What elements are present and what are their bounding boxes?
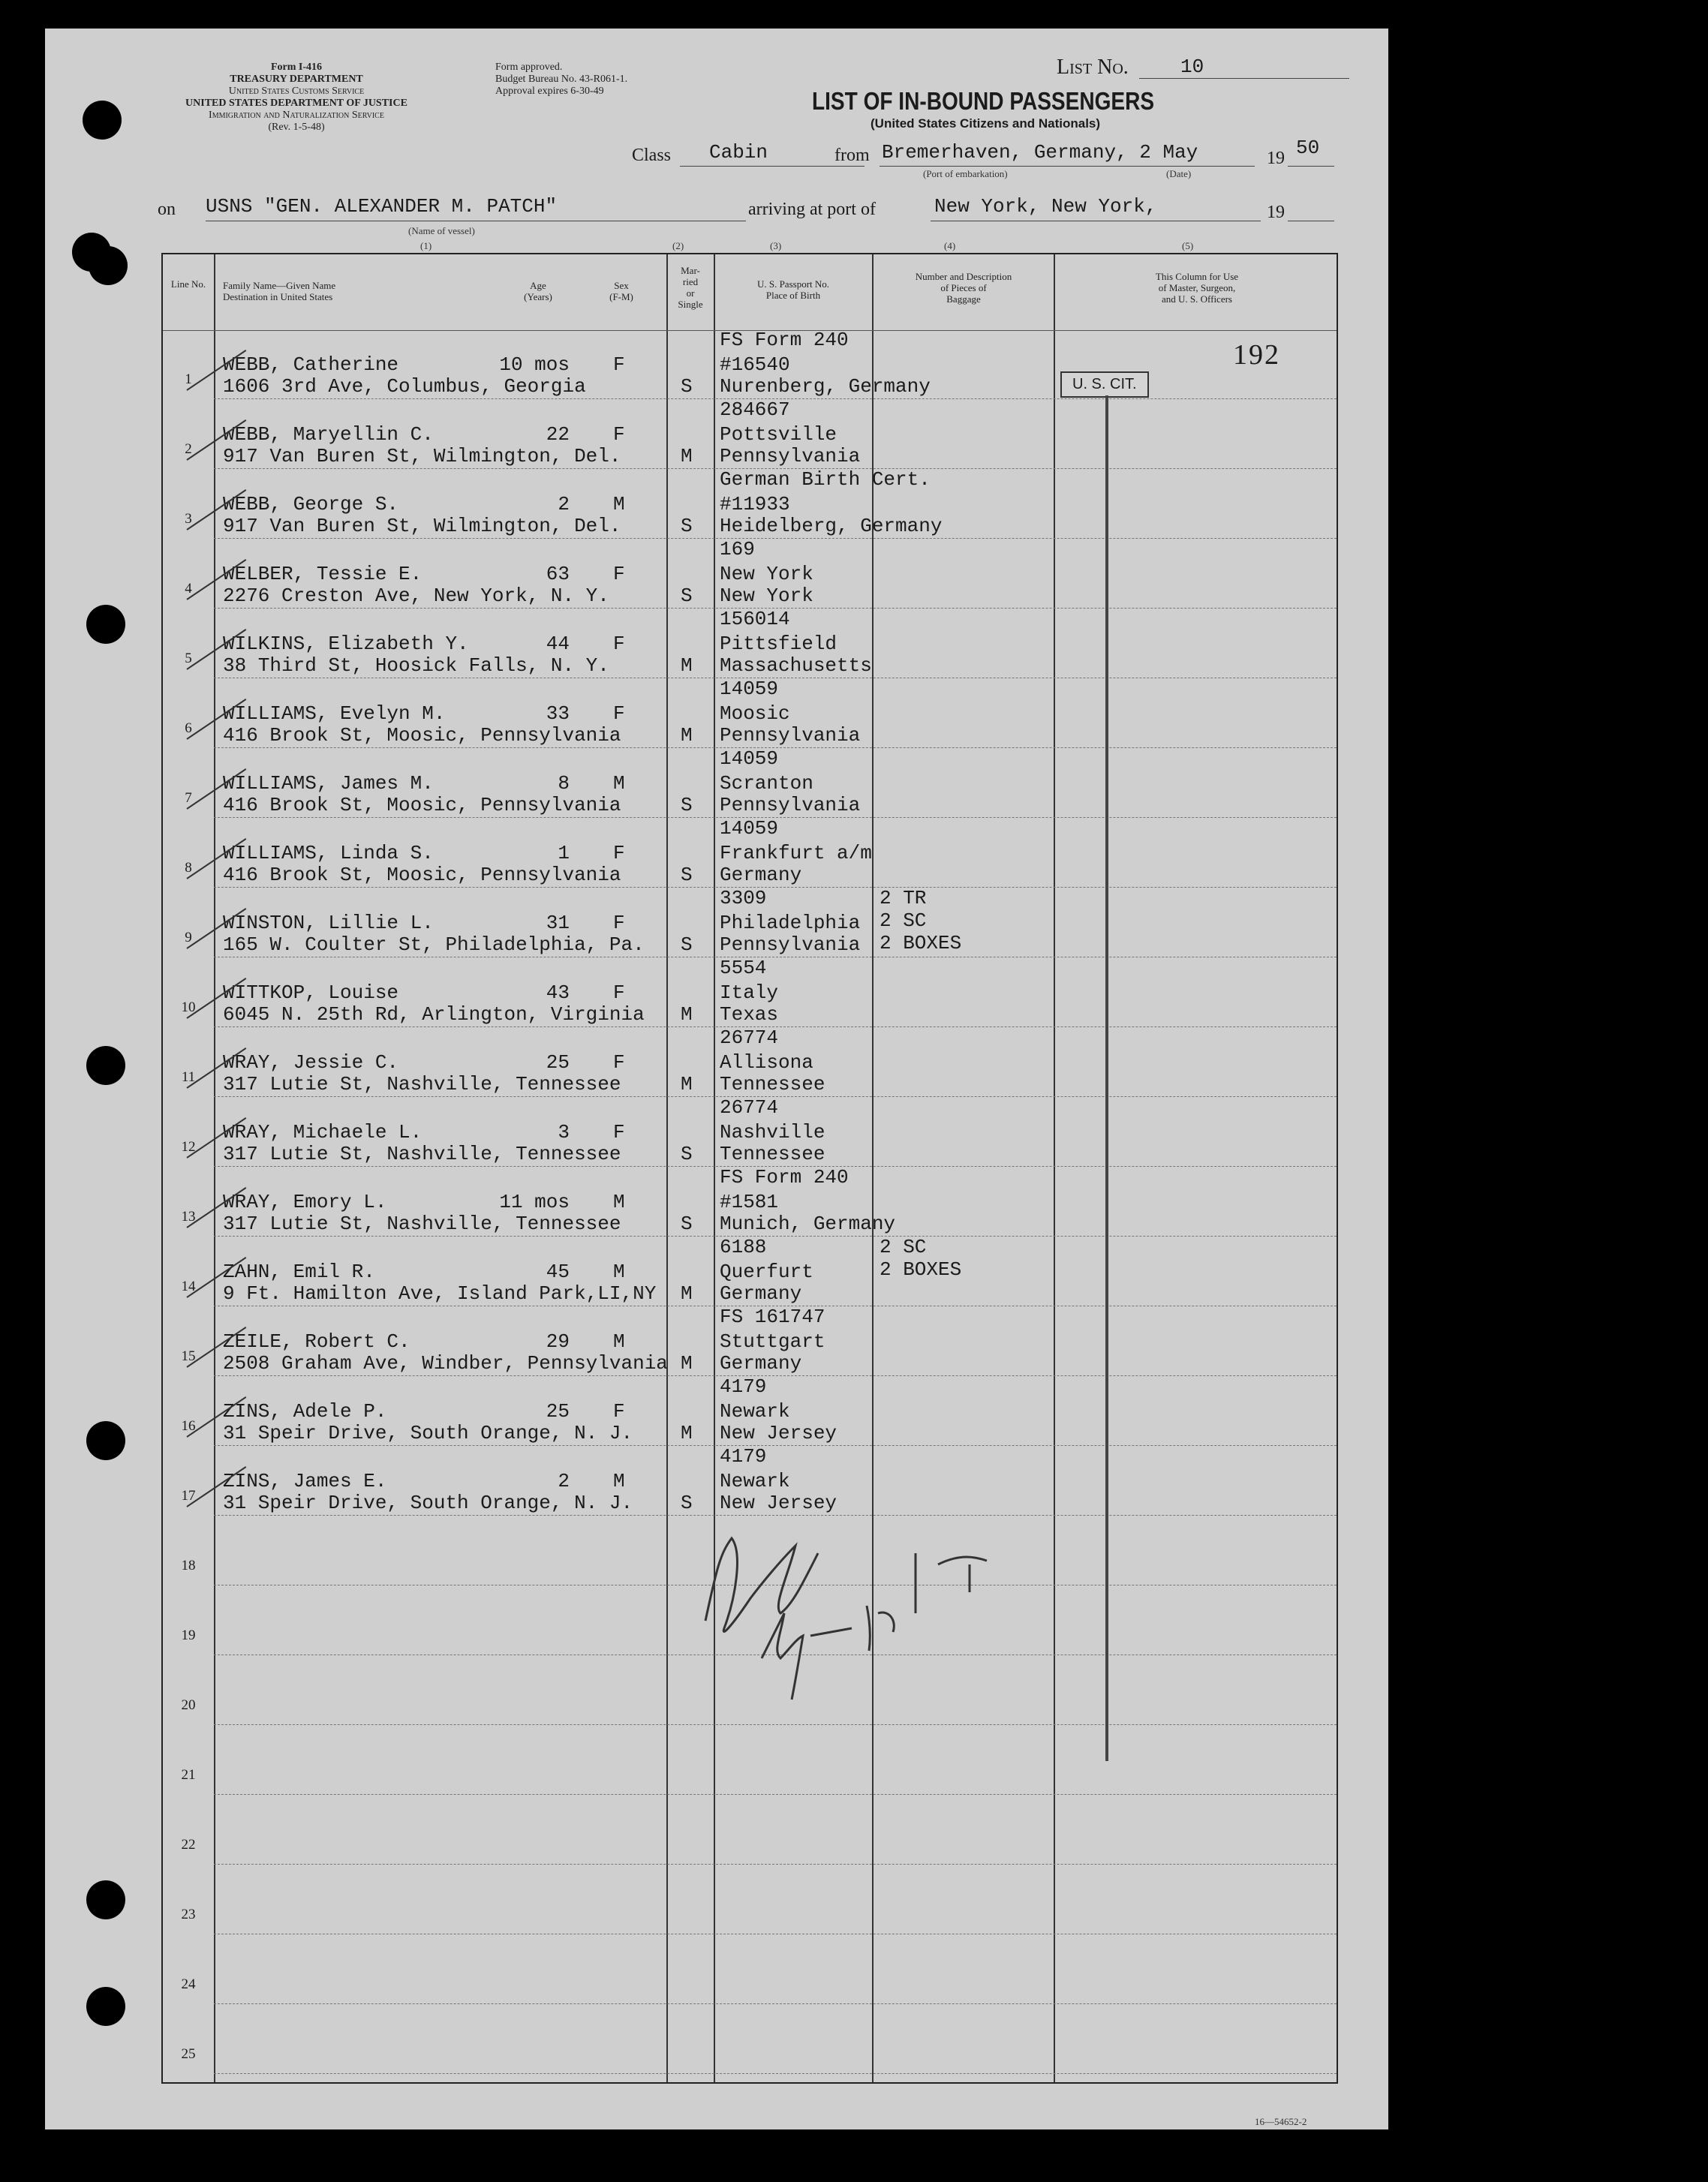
col-num-5: (5) xyxy=(1182,240,1194,251)
table-row xyxy=(163,888,1337,958)
row-number: 10 xyxy=(181,999,196,1015)
passenger-name: ZINS, Adele P. xyxy=(223,1400,387,1423)
embarkation-caption: (Port of embarkation) xyxy=(923,168,1008,179)
passport-line-2: Moosic xyxy=(720,702,790,725)
passport-line-3: New York xyxy=(720,585,813,607)
table-row xyxy=(163,1865,1337,1935)
passport-line-2: Philadelphia xyxy=(720,912,861,934)
passenger-address: 38 Third St, Hoosick Falls, N. Y. xyxy=(223,654,609,677)
table-row xyxy=(163,1237,1337,1307)
passenger-marital-status: M xyxy=(681,1073,693,1096)
table-row xyxy=(163,1726,1337,1796)
passport-line-2: Pottsville xyxy=(720,423,837,446)
passenger-marital-status: M xyxy=(681,1003,693,1026)
passenger-sex: F xyxy=(613,912,625,934)
row-number: 6 xyxy=(185,720,192,736)
stamp-vertical-line xyxy=(1105,395,1108,1761)
passenger-marital-status: M xyxy=(681,1352,693,1375)
table-row xyxy=(163,539,1337,609)
header-officers: This Column for Use of Master, Surgeon, and U. S. Officers xyxy=(1155,271,1239,305)
passport-line-1: German Birth Cert. xyxy=(720,468,931,491)
table-row xyxy=(163,2005,1337,2075)
passenger-address: 6045 N. 25th Rd, Arlington, Virginia xyxy=(223,1003,645,1026)
passport-line-1: 6188 xyxy=(720,1236,767,1258)
passenger-sex: M xyxy=(613,493,625,515)
customs-service: United States Customs Service xyxy=(228,86,365,97)
passenger-address: 917 Van Buren St, Wilmington, Del. xyxy=(223,515,621,537)
passport-line-3: New Jersey xyxy=(720,1422,837,1444)
class-value: Cabin xyxy=(709,141,768,164)
passenger-marital-status: S xyxy=(681,515,693,537)
passport-line-1: 284667 xyxy=(720,398,790,421)
class-label: Class xyxy=(632,146,672,165)
passenger-address: 31 Speir Drive, South Orange, N. J. xyxy=(223,1492,633,1514)
table-row xyxy=(163,1028,1337,1098)
baggage-item: 2 TR xyxy=(880,887,927,909)
passenger-address: 1606 3rd Ave, Columbus, Georgia xyxy=(223,375,586,398)
passport-line-3: Pennsylvania xyxy=(720,724,861,747)
table-row xyxy=(163,1307,1337,1377)
col-num-4: (4) xyxy=(944,240,956,251)
passenger-address: 31 Speir Drive, South Orange, N. J. xyxy=(223,1422,633,1444)
on-label: on xyxy=(158,200,176,219)
punch-hole xyxy=(86,1880,125,1919)
header-line-no: Line No. xyxy=(170,278,206,290)
form-subtitle: (United States Citizens and Nationals) xyxy=(871,116,1101,131)
table-row xyxy=(163,1377,1337,1447)
passport-line-3: Texas xyxy=(720,1003,779,1026)
passenger-sex: F xyxy=(613,353,625,376)
passenger-name: WILLIAMS, Evelyn M. xyxy=(223,702,446,725)
passenger-age: 63 xyxy=(546,563,570,585)
passenger-age: 25 xyxy=(546,1400,570,1423)
passenger-address: 9 Ft. Hamilton Ave, Island Park,LI,NY xyxy=(223,1282,657,1305)
row-number: 2 xyxy=(185,441,192,457)
row-number: 15 xyxy=(181,1348,196,1364)
passport-line-1: 3309 xyxy=(720,887,767,909)
row-number: 19 xyxy=(181,1627,196,1643)
form-revision: (Rev. 1-5-48) xyxy=(268,122,325,133)
passport-line-2: New York xyxy=(720,563,813,585)
footer-code: 16—54652-2 xyxy=(1255,2116,1307,2127)
passport-line-2: Pittsfield xyxy=(720,633,837,655)
passenger-age: 22 xyxy=(546,423,570,446)
passport-line-2: Allisona xyxy=(720,1051,813,1074)
baggage-item: 2 BOXES xyxy=(880,932,962,954)
agency-block xyxy=(150,62,443,134)
row-number: 4 xyxy=(185,581,192,597)
passenger-address: 165 W. Coulter St, Philadelphia, Pa. xyxy=(223,933,645,956)
passport-line-1: 14059 xyxy=(720,678,779,700)
row-number: 21 xyxy=(181,1767,196,1783)
passenger-sex: F xyxy=(613,423,625,446)
row-number: 20 xyxy=(181,1697,196,1713)
table-row xyxy=(163,958,1337,1028)
passport-line-1: 26774 xyxy=(720,1026,779,1049)
row-number: 24 xyxy=(181,1976,196,1992)
row-number: 23 xyxy=(181,1907,196,1922)
header-baggage: Number and Description of Pieces of Baggage xyxy=(915,271,1012,305)
passenger-name: WRAY, Jessie C. xyxy=(223,1051,399,1074)
punch-hole xyxy=(86,1987,125,2026)
passenger-marital-status: M xyxy=(681,1282,693,1305)
row-number: 12 xyxy=(181,1139,196,1155)
passport-line-3: Germany xyxy=(720,1352,802,1375)
passenger-age: 10 mos xyxy=(499,353,570,376)
passport-line-2: Querfurt xyxy=(720,1261,813,1283)
punch-hole xyxy=(86,605,125,644)
passenger-marital-status: S xyxy=(681,1492,693,1514)
passenger-age: 1 xyxy=(558,842,570,864)
us-citizen-stamp: U. S. CIT. xyxy=(1060,371,1149,398)
punch-hole xyxy=(89,246,128,285)
passport-line-2: Italy xyxy=(720,981,779,1004)
row-number: 7 xyxy=(185,790,192,806)
passenger-marital-status: S xyxy=(681,794,693,816)
passenger-name: WELBER, Tessie E. xyxy=(223,563,422,585)
passport-line-3: Germany xyxy=(720,1282,802,1305)
passport-line-1: 169 xyxy=(720,538,755,561)
embarkation-value: Bremerhaven, Germany, 2 May xyxy=(882,141,1198,164)
passenger-name: WRAY, Emory L. xyxy=(223,1191,387,1213)
passenger-sex: F xyxy=(613,702,625,725)
date-caption: (Date) xyxy=(1166,168,1192,179)
from-label: from xyxy=(834,146,870,165)
header-name: Family Name—Given Name Destination in United States xyxy=(223,280,336,302)
passenger-address: 917 Van Buren St, Wilmington, Del. xyxy=(223,445,621,467)
vessel-name: USNS "GEN. ALEXANDER M. PATCH" xyxy=(206,195,558,218)
list-no-label: List No. xyxy=(1057,56,1129,79)
table-row xyxy=(163,819,1337,888)
passenger-age: 43 xyxy=(546,981,570,1004)
row-number: 11 xyxy=(181,1069,196,1085)
table-row xyxy=(163,1796,1337,1865)
row-number: 17 xyxy=(181,1488,196,1504)
arrival-port: New York, New York, xyxy=(934,195,1157,218)
passenger-address: 2508 Graham Ave, Windber, Pennsylvania xyxy=(223,1352,668,1375)
passenger-sex: M xyxy=(613,772,625,795)
passport-line-3: New Jersey xyxy=(720,1492,837,1514)
passenger-sex: F xyxy=(613,981,625,1004)
passenger-marital-status: M xyxy=(681,445,693,467)
passport-line-3: Heidelberg, Germany xyxy=(720,515,943,537)
passenger-marital-status: S xyxy=(681,375,693,398)
passport-line-2: Newark xyxy=(720,1400,790,1423)
table-row xyxy=(163,1168,1337,1237)
handwritten-signature xyxy=(690,1508,1081,1718)
approval-block xyxy=(495,62,668,98)
baggage-item: 2 SC xyxy=(880,909,927,932)
passport-line-1: 26774 xyxy=(720,1096,779,1119)
stamp-number: 192 xyxy=(1233,339,1280,371)
year-prefix: 19 xyxy=(1267,149,1285,168)
header-married: Mar- ried or Single xyxy=(678,265,703,310)
table-row xyxy=(163,470,1337,539)
passenger-name: ZAHN, Emil R. xyxy=(223,1261,375,1283)
passenger-marital-status: M xyxy=(681,724,693,747)
passenger-address: 416 Brook St, Moosic, Pennsylvania xyxy=(223,724,621,747)
passenger-sex: M xyxy=(613,1261,625,1283)
justice-dept: UNITED STATES DEPARTMENT OF JUSTICE xyxy=(185,98,407,109)
passport-line-3: Pennsylvania xyxy=(720,933,861,956)
passenger-marital-status: S xyxy=(681,585,693,607)
passenger-address: 317 Lutie St, Nashville, Tennessee xyxy=(223,1213,621,1235)
row-number: 9 xyxy=(185,930,192,945)
passenger-marital-status: M xyxy=(681,1422,693,1444)
passport-line-3: Pennsylvania xyxy=(720,794,861,816)
passport-line-3: Massachusetts xyxy=(720,654,872,677)
punch-hole xyxy=(86,1046,125,1085)
passport-line-1: 4179 xyxy=(720,1375,767,1398)
passport-line-3: Munich, Germany xyxy=(720,1213,896,1235)
passenger-address: 317 Lutie St, Nashville, Tennessee xyxy=(223,1143,621,1165)
table-row xyxy=(163,679,1337,749)
row-number: 3 xyxy=(185,511,192,527)
passport-line-3: Pennsylvania xyxy=(720,445,861,467)
passenger-age: 11 mos xyxy=(499,1191,570,1213)
passport-line-2: Nashville xyxy=(720,1121,825,1144)
form-title: LIST OF IN-BOUND PASSENGERS xyxy=(812,87,1155,115)
passport-line-1: FS Form 240 xyxy=(720,329,849,351)
table-row xyxy=(163,330,1337,400)
passenger-address: 416 Brook St, Moosic, Pennsylvania xyxy=(223,864,621,886)
passenger-name: ZINS, James E. xyxy=(223,1470,387,1492)
passenger-address: 2276 Creston Ave, New York, N. Y. xyxy=(223,585,609,607)
punch-hole xyxy=(83,101,122,140)
passenger-sex: M xyxy=(613,1470,625,1492)
row-number: 18 xyxy=(181,1558,196,1573)
row-number: 5 xyxy=(185,651,192,666)
passenger-age: 8 xyxy=(558,772,570,795)
passenger-marital-status: S xyxy=(681,1213,693,1235)
passenger-sex: F xyxy=(613,842,625,864)
passport-line-1: 4179 xyxy=(720,1445,767,1468)
col-num-3: (3) xyxy=(770,240,782,251)
passport-line-3: Tennessee xyxy=(720,1073,825,1096)
passport-line-2: Frankfurt a/m xyxy=(720,842,872,864)
passenger-name: WILLIAMS, Linda S. xyxy=(223,842,434,864)
passenger-name: ZEILE, Robert C. xyxy=(223,1330,410,1353)
passenger-name: WILKINS, Elizabeth Y. xyxy=(223,633,469,655)
table-row xyxy=(163,749,1337,819)
passenger-sex: F xyxy=(613,1051,625,1074)
passenger-sex: M xyxy=(613,1191,625,1213)
approval-line-1: Form approved. xyxy=(495,62,563,73)
row-number: 14 xyxy=(181,1279,196,1294)
passport-line-2: #16540 xyxy=(720,353,790,376)
passenger-name: WILLIAMS, James M. xyxy=(223,772,434,795)
year2-prefix: 19 xyxy=(1267,203,1285,222)
baggage-item: 2 BOXES xyxy=(880,1258,962,1281)
passport-line-1: 14059 xyxy=(720,817,779,840)
passenger-age: 45 xyxy=(546,1261,570,1283)
row-number: 1 xyxy=(185,371,192,387)
passport-line-1: 5554 xyxy=(720,957,767,979)
passenger-age: 2 xyxy=(558,1470,570,1492)
ins-service: Immigration and Naturalization Service xyxy=(209,110,384,121)
passport-line-2: Newark xyxy=(720,1470,790,1492)
table-row xyxy=(163,609,1337,679)
passenger-name: WITTKOP, Louise xyxy=(223,981,399,1004)
punch-hole xyxy=(86,1421,125,1460)
passenger-age: 44 xyxy=(546,633,570,655)
passenger-age: 29 xyxy=(546,1330,570,1353)
passport-line-2: Scranton xyxy=(720,772,813,795)
col-num-1: (1) xyxy=(420,240,432,251)
passenger-address: 416 Brook St, Moosic, Pennsylvania xyxy=(223,794,621,816)
passenger-sex: F xyxy=(613,563,625,585)
passenger-name: WINSTON, Lillie L. xyxy=(223,912,434,934)
table-row xyxy=(163,1935,1337,2005)
passport-line-2: #11933 xyxy=(720,493,790,515)
row-number: 13 xyxy=(181,1209,196,1225)
passenger-address: 317 Lutie St, Nashville, Tennessee xyxy=(223,1073,621,1096)
passenger-sex: F xyxy=(613,633,625,655)
passport-line-3: Tennessee xyxy=(720,1143,825,1165)
approval-line-3: Approval expires 6-30-49 xyxy=(495,86,604,97)
passport-line-2: Stuttgart xyxy=(720,1330,825,1353)
passenger-age: 33 xyxy=(546,702,570,725)
passenger-age: 3 xyxy=(558,1121,570,1144)
year-value: 50 xyxy=(1296,137,1320,159)
arriving-label: arriving at port of xyxy=(748,200,876,219)
passport-line-1: 14059 xyxy=(720,747,779,770)
table-row xyxy=(163,1447,1337,1516)
vessel-caption: (Name of vessel) xyxy=(408,225,475,236)
row-number: 22 xyxy=(181,1837,196,1853)
table-row xyxy=(163,400,1337,470)
form-number: Form I-416 xyxy=(270,62,323,73)
col-num-2: (2) xyxy=(672,240,684,251)
passenger-age: 2 xyxy=(558,493,570,515)
passport-line-1: FS 161747 xyxy=(720,1306,825,1328)
approval-line-2: Budget Bureau No. 43-R061-1. xyxy=(495,74,628,85)
passenger-name: WEBB, Maryellin C. xyxy=(223,423,434,446)
header-sex: Sex (F-M) xyxy=(609,280,633,302)
passport-line-1: 156014 xyxy=(720,608,790,630)
row-number: 16 xyxy=(181,1418,196,1434)
passenger-marital-status: M xyxy=(681,654,693,677)
passenger-marital-status: S xyxy=(681,1143,693,1165)
passenger-sex: F xyxy=(613,1400,625,1423)
passport-line-3: Germany xyxy=(720,864,802,886)
passenger-marital-status: S xyxy=(681,933,693,956)
row-number: 25 xyxy=(181,2046,196,2062)
baggage-item: 2 SC xyxy=(880,1236,927,1258)
header-age: Age (Years) xyxy=(524,280,552,302)
header-passport: U. S. Passport No. Place of Birth xyxy=(756,278,830,301)
passenger-age: 31 xyxy=(546,912,570,934)
passenger-sex: M xyxy=(613,1330,625,1353)
passport-line-2: #1581 xyxy=(720,1191,779,1213)
passport-line-1: FS Form 240 xyxy=(720,1166,849,1189)
passenger-table xyxy=(161,253,1338,2084)
passenger-marital-status: S xyxy=(681,864,693,886)
passenger-sex: F xyxy=(613,1121,625,1144)
table-row xyxy=(163,1098,1337,1168)
treasury-dept: TREASURY DEPARTMENT xyxy=(230,74,363,85)
list-no-value: 10 xyxy=(1180,56,1204,78)
passport-line-3: Nurenberg, Germany xyxy=(720,375,931,398)
passenger-age: 25 xyxy=(546,1051,570,1074)
row-number: 8 xyxy=(185,860,192,876)
passenger-name: WRAY, Michaele L. xyxy=(223,1121,422,1144)
passenger-name: WEBB, Catherine xyxy=(223,353,399,376)
passenger-name: WEBB, George S. xyxy=(223,493,399,515)
